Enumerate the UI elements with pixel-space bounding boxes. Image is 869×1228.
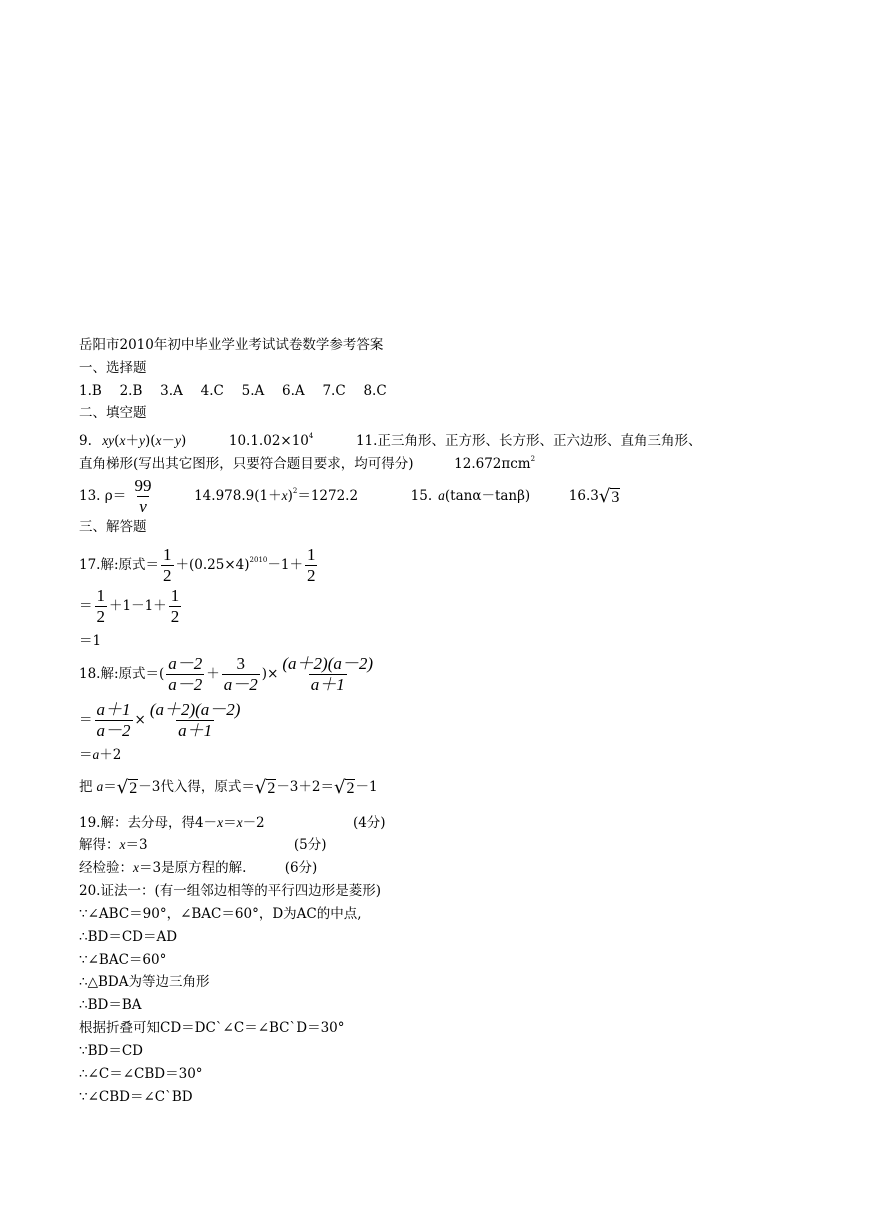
q16-radical	[598, 485, 620, 507]
q19-text: 19.解：去分母，得4－	[79, 815, 218, 831]
q20-line: ∵∠BAC＝60°	[79, 952, 167, 968]
q18-line-4	[79, 778, 378, 797]
q19-text: 解得：	[79, 837, 120, 853]
q15-number: 15.	[410, 488, 433, 504]
q16-radicand: 3	[611, 488, 620, 506]
q19-line-2	[79, 836, 327, 854]
sqrt-sign: √	[116, 776, 129, 798]
fraction-denominator: 2	[170, 607, 180, 626]
q20-line: ∵∠CBD＝∠C`BD	[79, 1089, 193, 1105]
q18-var: a	[92, 747, 100, 762]
radicand: 2	[267, 779, 276, 797]
document-title: 岳阳市2010年初中毕业学业考试试卷数学参考答案	[79, 337, 384, 353]
q19-text: ＝3是原方程的解.	[139, 860, 247, 876]
q20-line: 根据折叠可知CD＝DC`∠C＝∠BC`D＝30°	[79, 1020, 345, 1036]
fraction-numerator: 1	[306, 545, 316, 564]
fraction-numerator: a－2	[168, 654, 203, 673]
q18-text: －3＋2＝	[276, 779, 334, 795]
q15-answer: (tanα－tanβ)	[444, 488, 531, 504]
q18-eq: ＝	[103, 779, 117, 795]
fraction-one-half	[169, 586, 182, 627]
q14-part: )	[287, 488, 293, 504]
fraction-denominator: 2	[96, 607, 105, 626]
q20-line: ∴BD＝BA	[79, 997, 142, 1013]
fraction-numerator: 1	[96, 586, 105, 605]
q19-line-3	[79, 859, 317, 877]
q14-answer: 14.978.9(1＋	[194, 488, 282, 504]
score-note: (6分)	[284, 860, 318, 876]
section-heading-choice: 一、选择题	[79, 360, 147, 376]
fraction-denominator: a＋1	[310, 675, 345, 694]
q19-text: 经检验：	[79, 860, 133, 876]
q19-var: x	[133, 860, 139, 875]
q9-var: y	[138, 433, 145, 448]
q14-exponent: 2	[292, 487, 298, 495]
q18-line-2	[79, 698, 244, 742]
fraction-denominator: a＋1	[178, 721, 213, 740]
radicand: 2	[129, 779, 138, 797]
q13-denominator: v	[139, 497, 147, 516]
sqrt-sign: √	[334, 776, 346, 798]
fraction-numerator: (a＋2)(a－2)	[282, 654, 374, 673]
q20-line: ∵∠ABC＝90°，∠BAC＝60°，D为AC的中点,	[79, 906, 362, 922]
fraction-numerator: (a＋2)(a－2)	[149, 700, 241, 719]
q13-label: 13. ρ＝	[79, 488, 127, 504]
fraction-one-half	[95, 586, 108, 627]
q11-answer: 11.正三角形、正方形、长方形、正六边形、直角三角形、	[355, 433, 702, 449]
q18-times: )×	[261, 666, 279, 682]
q18-eq: ＝	[79, 712, 93, 728]
q19-var: x	[236, 815, 243, 830]
q18-eq: ＝	[79, 747, 93, 763]
q18-fraction-1	[166, 654, 204, 695]
fraction-denominator: 2	[306, 566, 316, 585]
radicand: 2	[346, 779, 355, 797]
q18-lead: 18.解:原式＝(	[79, 666, 165, 682]
q17-term: ＋(0.25×4)	[175, 557, 250, 573]
q17-lead: 17.解:原式＝	[79, 557, 160, 573]
q18-term: ＋2	[99, 747, 122, 763]
section-heading-solve: 三、解答题	[79, 519, 147, 535]
q18-text: 把	[79, 779, 93, 795]
q20-line: ∴△BDA为等边三角形	[79, 974, 210, 990]
q18-plus: ＋	[206, 666, 220, 682]
q19-line-1	[79, 814, 386, 832]
sqrt-two	[254, 776, 276, 798]
q20-line: ∴BD＝CD＝AD	[79, 929, 178, 945]
q17-exponent: 2010	[249, 556, 268, 564]
q17-line-1	[79, 538, 319, 587]
q9-part: )	[181, 433, 187, 449]
q15-var: a	[438, 488, 445, 503]
q10-exponent: 4	[308, 432, 314, 440]
q13-fraction	[133, 476, 154, 517]
q18-line-1	[79, 652, 377, 696]
q19-text: －2	[242, 815, 265, 831]
fill-answers-line-1	[79, 427, 701, 450]
q9-op: ＋	[125, 433, 139, 449]
q16-answer: 16.3	[568, 488, 599, 504]
score-note: (5分)	[293, 837, 327, 853]
q17-term: －1＋	[267, 557, 303, 573]
q18-line-3	[79, 746, 121, 764]
section-heading-fill: 二、填空题	[79, 405, 147, 421]
q9-part: (	[114, 433, 120, 449]
q17-term: ＋1－1＋	[109, 598, 167, 614]
q18-fraction-4	[95, 700, 133, 741]
q9-term: xy	[102, 433, 115, 448]
q19-text: ＝3	[125, 837, 148, 853]
q9-op: －	[161, 433, 175, 449]
q11-answer-continued: 直角梯形(写出其它图形，只要符合题目要求，均可得分)	[79, 456, 414, 472]
sqrt-sign: √	[598, 485, 611, 507]
q9-part: )(	[144, 433, 156, 449]
fraction-denominator: 2	[163, 566, 172, 585]
q17-line-2	[79, 584, 183, 628]
q18-text: －1	[355, 779, 378, 795]
q18-times: ×	[134, 712, 146, 728]
q19-var: x	[119, 837, 126, 852]
q9-var: x	[119, 433, 126, 448]
q18-fraction-2	[222, 654, 260, 695]
q12-exponent: 2	[530, 455, 536, 463]
q20-line: 20.证法一：(有一组邻边相等的平行四边形是菱形)	[79, 883, 382, 899]
choice-answers: 1.B 2.B 3.A 4.C 5.A 6.A 7.C 8.C	[79, 383, 387, 399]
q20-line: ∴∠C＝∠CBD＝30°	[79, 1066, 203, 1082]
q18-var: a	[96, 779, 104, 794]
fraction-denominator: a－2	[223, 675, 258, 694]
fraction-numerator: 3	[236, 654, 246, 673]
q18-fraction-3	[148, 700, 243, 741]
fraction-denominator: a－2	[168, 675, 203, 694]
q19-eq: ＝	[223, 815, 237, 831]
q20-line: ∵BD＝CD	[79, 1043, 143, 1059]
fill-answers-line-3	[79, 470, 620, 517]
score-note: (4分)	[352, 815, 386, 831]
sqrt-two	[116, 776, 138, 798]
q9-var: x	[155, 433, 162, 448]
q9-var: y	[175, 433, 181, 448]
q17-eq: ＝	[79, 598, 93, 614]
q18-text: －3代入得，原式＝	[138, 779, 255, 795]
fraction-numerator: 1	[170, 586, 180, 605]
q17-line-3: ＝1	[79, 633, 102, 649]
sqrt-two	[334, 776, 355, 798]
q14-result: ＝1272.2	[297, 488, 359, 504]
fraction-one-half	[161, 545, 174, 586]
fraction-one-half	[305, 545, 318, 586]
fraction-denominator: a－2	[96, 721, 131, 740]
sqrt-sign: √	[254, 776, 267, 798]
q13-numerator: 99	[134, 476, 152, 495]
q14-var: x	[281, 488, 288, 503]
q9-number: 9.	[79, 433, 92, 449]
fraction-numerator: a＋1	[96, 700, 131, 719]
fraction-numerator: 1	[163, 545, 172, 564]
q19-var: x	[217, 815, 224, 830]
q10-answer: 10.1.02×10	[228, 433, 309, 449]
q18-fraction-3	[280, 654, 375, 695]
q12-answer: 12.672πcm	[454, 456, 531, 472]
